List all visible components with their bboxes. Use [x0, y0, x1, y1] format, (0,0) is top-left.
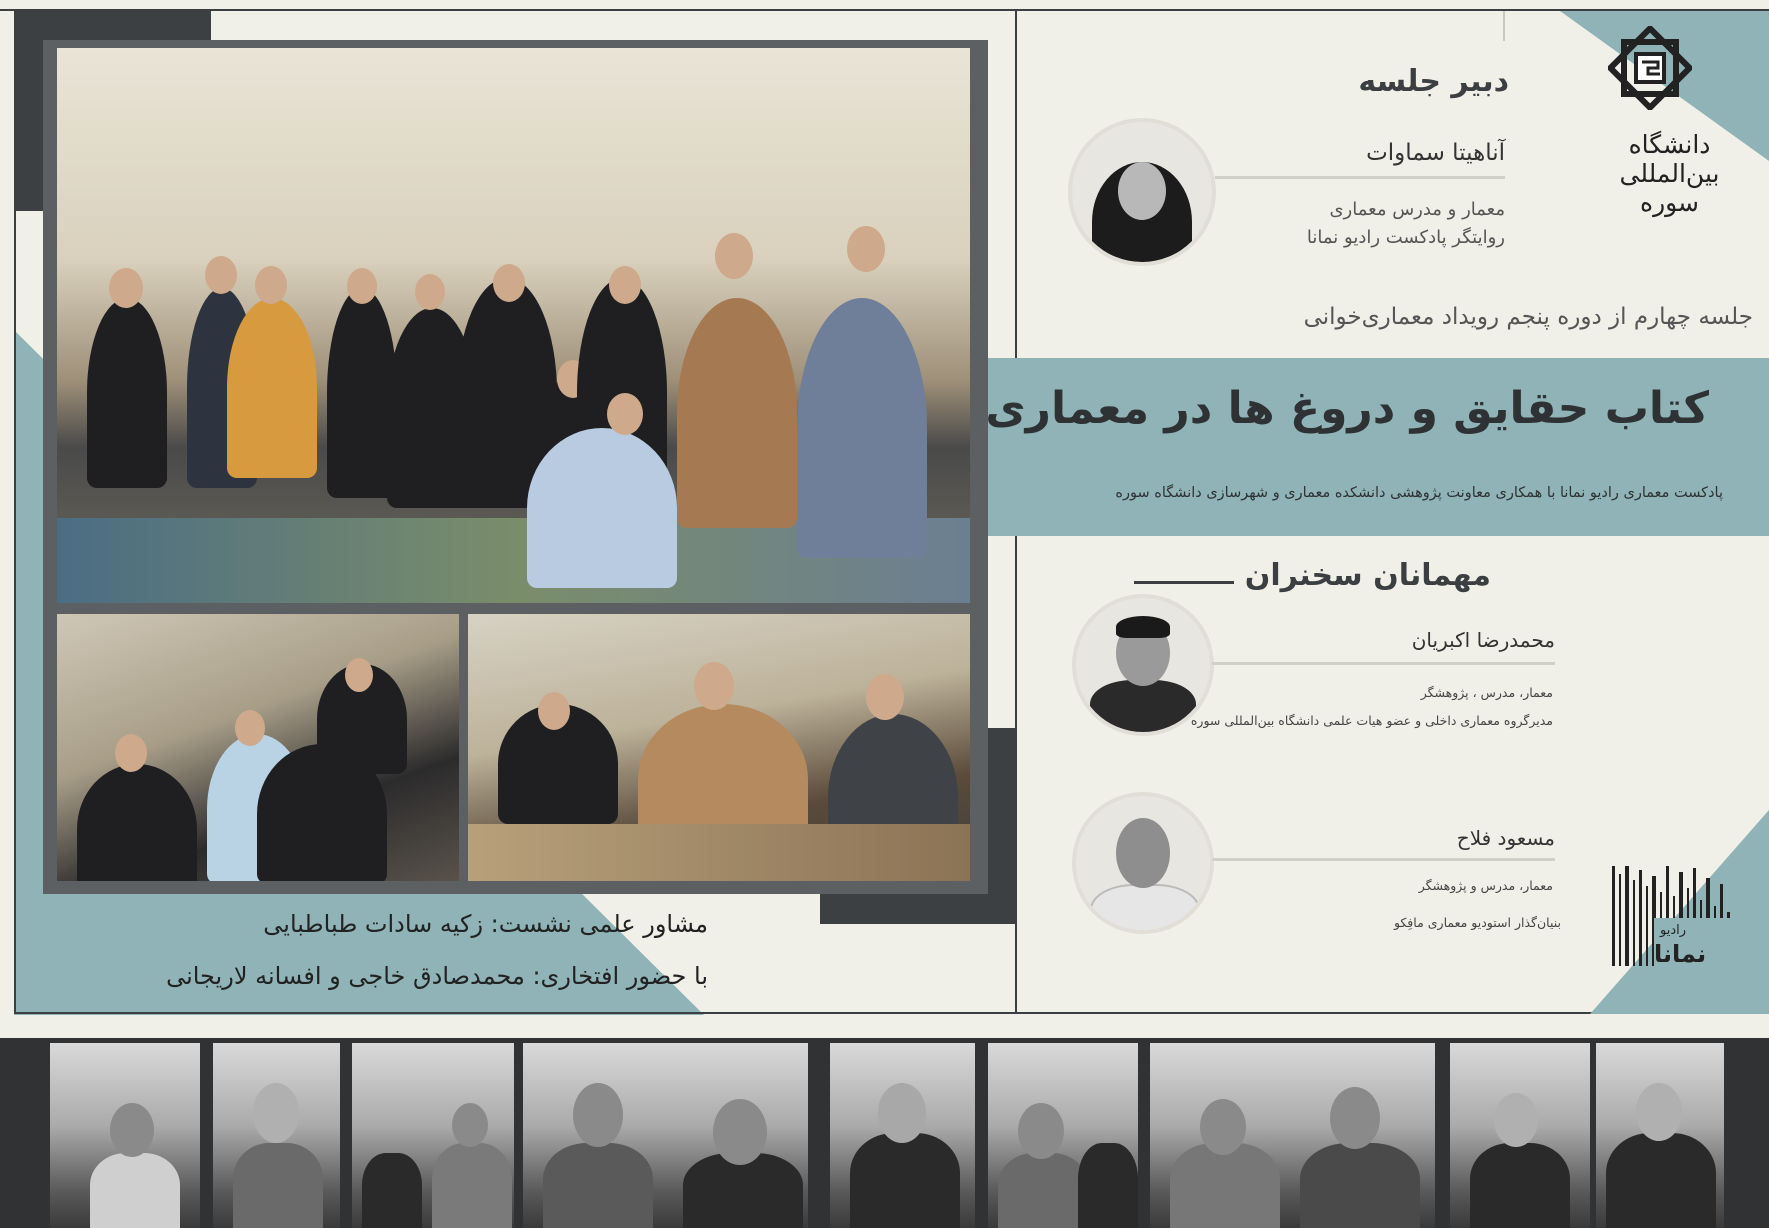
- advisor-line: مشاور علمی نشست: زکیه سادات طباطبایی: [263, 910, 708, 938]
- thumbnail-photo: [988, 1043, 1138, 1228]
- speaker-1-avatar: [1076, 598, 1210, 732]
- meeting-photo-left: [57, 614, 459, 881]
- moderator-name-underline: [1215, 176, 1505, 179]
- thumbnail-photo: [213, 1043, 340, 1228]
- thumbnail-photo: [523, 1043, 808, 1228]
- moderator-avatar: [1072, 122, 1212, 262]
- speaker-2-underline: [1212, 858, 1555, 861]
- radio-logo-line-1: رادیو: [1660, 923, 1687, 938]
- meeting-photo-right: [468, 614, 970, 881]
- frame-line-accent: [1503, 11, 1505, 41]
- moderator-name: آناهیتا سماوات: [1366, 140, 1505, 166]
- thumbnail-photo: [1150, 1043, 1435, 1228]
- frame-line-left: [14, 9, 16, 1014]
- speaker-1-name: محمدرضا اکبریان: [1411, 628, 1555, 652]
- speaker-2-avatar: [1076, 796, 1210, 930]
- moderator-role-2: روایتگر پادکست رادیو نمانا: [1306, 227, 1505, 248]
- speaker-2-role-1: معمار، مدرس و پژوهشگر: [1418, 878, 1553, 893]
- honor-line: با حضور افتخاری: محمدصادق خاجی و افسانه لاریجانی: [166, 962, 708, 990]
- speaker-1-underline: [1212, 662, 1555, 665]
- thumbnail-photo: [1450, 1043, 1590, 1228]
- event-subtitle: پادکست معماری رادیو نمانا با همکاری معاونت پژوهشی دانشکده معماری و شهرسازی دانشگاه سوره: [1115, 485, 1723, 501]
- moderator-heading: دبیر جلسه: [1358, 64, 1509, 99]
- thumbnail-photo: [830, 1043, 975, 1228]
- radio-logo-line-2: نمانا: [1654, 940, 1707, 968]
- speaker-2-name: مسعود فلاح: [1456, 826, 1555, 850]
- speaker-2-role-2: بنیان‌گذار استودیو معماری مافِکو: [1393, 915, 1561, 930]
- session-line: جلسه چهارم از دوره پنجم رویداد معماری‌خوانی: [1303, 304, 1753, 330]
- university-emblem-icon: [1608, 26, 1692, 110]
- speaker-1-role-1: معمار، مدرس ، پژوهشگر: [1420, 685, 1553, 700]
- thumbnail-photo: [50, 1043, 200, 1228]
- event-title: کتاب حقایق و دروغ ها در معماری: [985, 383, 1709, 434]
- moderator-role-1: معمار و مدرس معماری: [1329, 199, 1505, 220]
- thumbnail-photo: [1596, 1043, 1724, 1228]
- group-photo: [57, 48, 970, 603]
- guests-heading: مهمانان سخنران: [1244, 558, 1491, 593]
- university-logo-text: دانشگاه بین‌المللی سوره: [1619, 130, 1720, 217]
- frame-line-bottom: [14, 1012, 1624, 1014]
- guests-heading-rule: [1134, 581, 1234, 584]
- speaker-1-role-2: مدیرگروه معماری داخلی و عضو هیات علمی دانشگاه بین‌المللی سوره: [1190, 713, 1553, 728]
- thumbnail-photo: [352, 1043, 514, 1228]
